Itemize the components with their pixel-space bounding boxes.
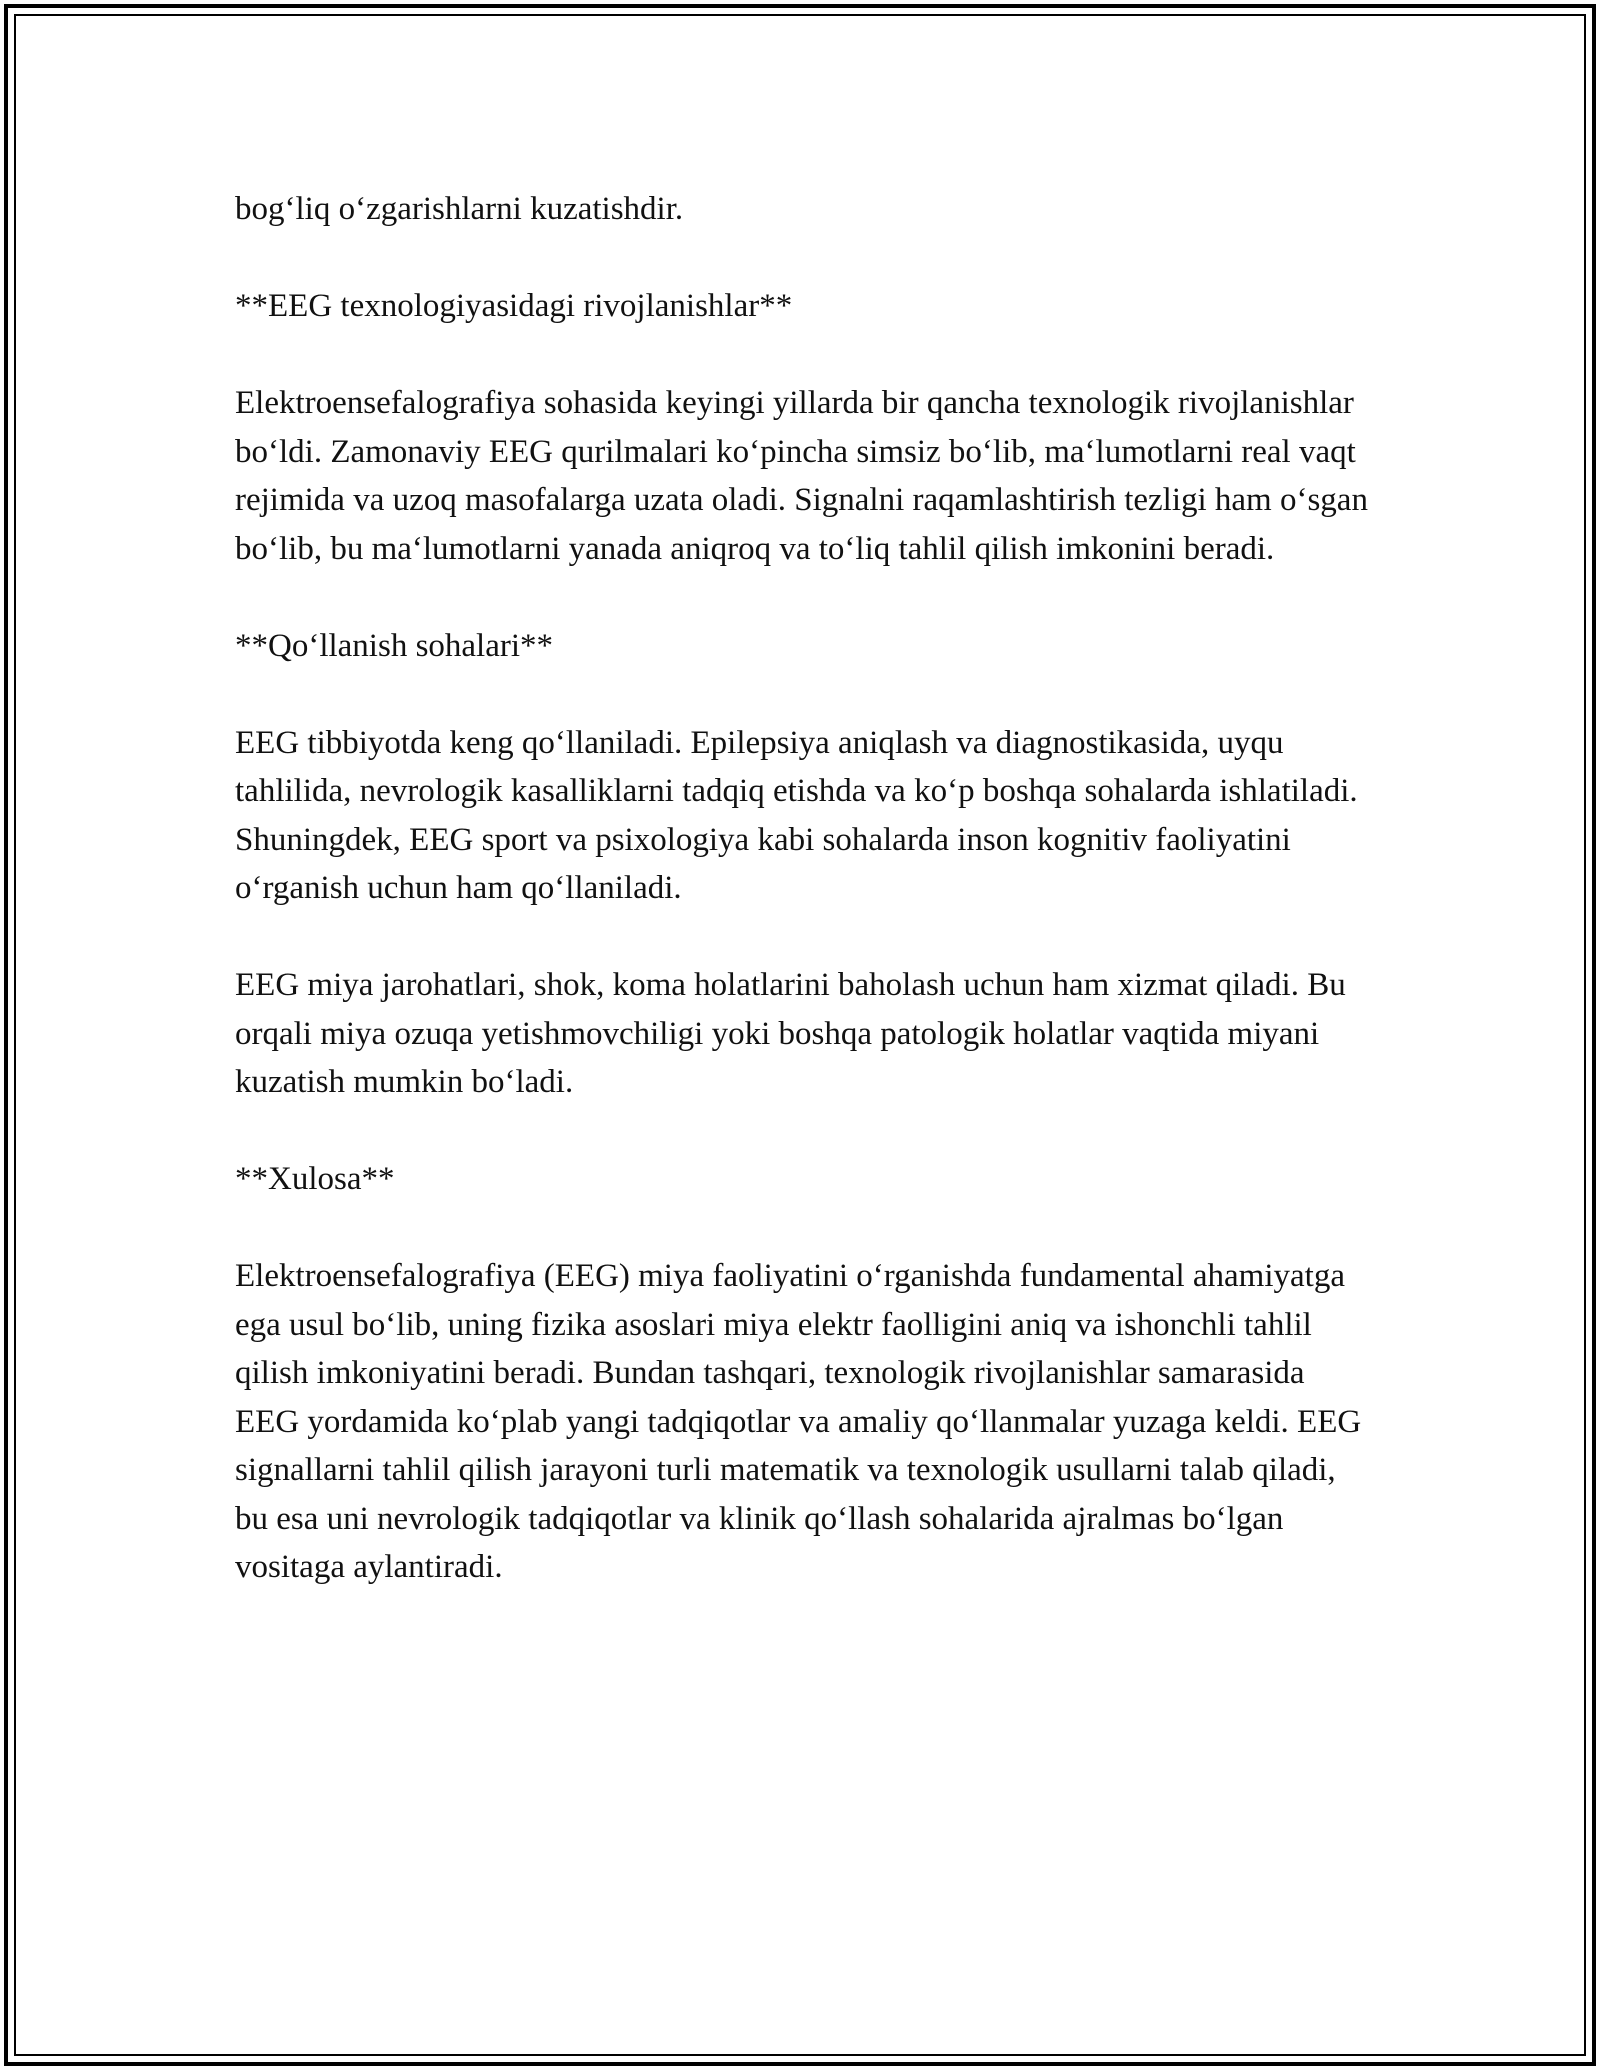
paragraph-brain-injury-assessment: EEG miya jarohatlari, shok, koma holatlarini baholash uchun ham xizmat qiladi. Bu orqali miya ozuqa yetishmovchiligi yoki boshqa patologik holatlar vaqtida miyani kuzatish mumkin bo‘ladi.: [235, 967, 1346, 1100]
heading-conclusion: **Xulosa**: [235, 1161, 395, 1197]
heading-application-areas: **Qo‘llanish sohalari**: [235, 627, 554, 664]
paragraph-technology-developments: Elektroensefalografiya sohasida keyingi yillarda bir qancha texnologik rivojlanishlar bo‘ldi. Zamonaviy EEG qurilmalari ko‘pincha simsiz bo‘lib, ma‘lumotlarni real vaqt rejimida va uzoq masofalarga uzata oladi. Signalni raqamlashtirish tezligi ham o‘sgan bo‘lib, bu ma‘lumotlarni yanada aniqroq va to‘liq tahlil qilish imkonini beradi.: [235, 385, 1368, 567]
paragraph-continuation: bog‘liq o‘zgarishlarni kuzatishdir.: [235, 191, 684, 227]
paragraph-application-areas: EEG tibbiyotda keng qo‘llaniladi. Epilepsiya aniqlash va diagnostikasida, uyqu tahlilida, nevrologik kasalliklarni tadqiq etishda va ko‘p boshqa sohalarda ishlatiladi. Shuningdek, EEG sport va psixologiya kabi sohalarda inson kognitiv faoliyatini o‘rganish uchun ham qo‘llaniladi.: [235, 724, 1358, 906]
heading-eeg-technology-developments: **EEG texnologiyasidagi rivojlanishlar**: [235, 288, 793, 324]
paragraph-conclusion: Elektroensefalografiya (EEG) miya faoliyatini o‘rganishda fundamental ahamiyatga ega usul bo‘lib, uning fizika asoslari miya elektr faolligini aniq va ishonchli tahlil qilish imkoniyatini beradi. Bundan tashqari, texnologik rivojlanishlar samarasida EEG yordamida ko‘plab yangi tadqiqotlar va amaliy qo‘llanmalar yuzaga keldi. EEG signallarni tahlil qilish jarayoni turli matematik va texnologik usullarni talab qiladi, bu esa uni nevrologik tadqiqotlar va klinik qo‘llash sohalarida ajralmas bo‘lgan vositaga aylantiradi.: [235, 1258, 1362, 1585]
document-body: [235, 185, 1375, 1640]
